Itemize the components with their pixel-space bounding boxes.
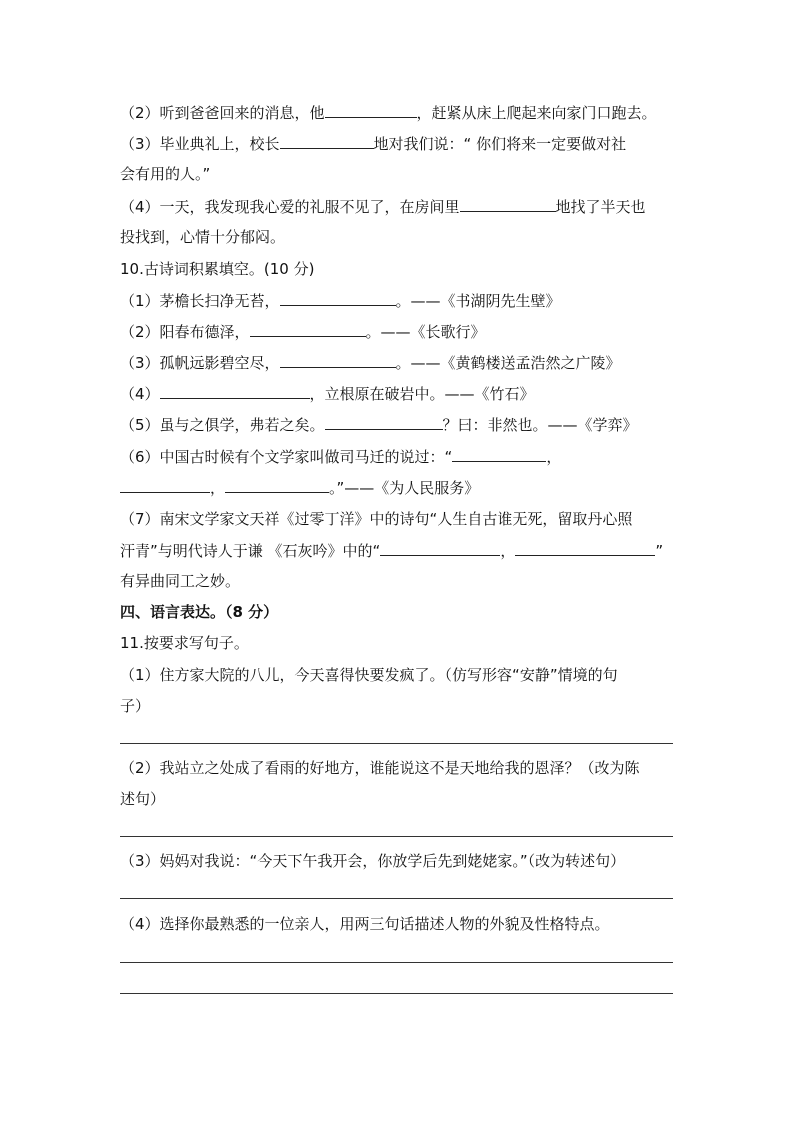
question-10-heading: 10.古诗词积累填空。(10 分) <box>120 260 315 278</box>
answer-blank[interactable] <box>515 539 655 556</box>
answer-blank[interactable] <box>325 413 443 430</box>
answer-blank[interactable] <box>380 539 500 556</box>
poem-1: （1）茅檐长扫净无苔， 。——《书湖阴先生壁》 <box>120 289 561 312</box>
question-11-heading: 11.按要求写句子。 <box>120 634 249 652</box>
section-4-heading: 四、语言表达。（8 分） <box>120 603 279 621</box>
answer-line[interactable] <box>120 743 673 744</box>
poem-7-cont: 汗青”与明代诗人于谦 《石灰吟》中的“ ， ” <box>120 539 663 562</box>
sentence-1-cont: 子） <box>120 697 151 715</box>
question-9-3: （3）毕业典礼上，校长 地对我们说：“ 你们将来一定要做对社 <box>120 132 626 155</box>
answer-blank[interactable] <box>280 289 396 306</box>
sentence-1: （1）住方家大院的八儿，今天喜得快要发疯了。（仿写形容“安静”情境的句 <box>120 666 618 684</box>
poem-4: （4） ，立根原在破岩中。——《竹石》 <box>120 382 535 405</box>
poem-6-cont: ， 。”——《为人民服务》 <box>120 476 479 499</box>
poem-5: （5）虽与之俱学，弗若之矣。 ？曰：非然也。——《学弈》 <box>120 413 638 436</box>
answer-line[interactable] <box>120 836 673 837</box>
poem-3: （3）孤帆远影碧空尽， 。——《黄鹤楼送孟浩然之广陵》 <box>120 351 621 374</box>
answer-line[interactable] <box>120 962 673 963</box>
sentence-2-cont: 述句） <box>120 790 166 808</box>
answer-blank[interactable] <box>120 476 210 493</box>
sentence-3: （3）妈妈对我说：“今天下午我开会，你放学后先到姥姥家。”（改为转述句） <box>120 852 626 870</box>
poem-7-end: 有异曲同工之妙。 <box>120 572 241 590</box>
answer-line[interactable] <box>120 993 673 994</box>
question-9-3-cont: 会有用的人。” <box>120 165 211 183</box>
answer-blank[interactable] <box>460 195 556 212</box>
poem-2: （2）阳春布德泽， 。——《长歌行》 <box>120 320 486 343</box>
sentence-4: （4）选择你最熟悉的一位亲人，用两三句话描述人物的外貌及性格特点。 <box>120 915 610 933</box>
answer-blank[interactable] <box>325 101 417 118</box>
answer-blank[interactable] <box>280 351 396 368</box>
answer-blank[interactable] <box>250 320 366 337</box>
answer-blank[interactable] <box>160 382 310 399</box>
answer-blank[interactable] <box>280 132 374 149</box>
question-9-4: （4）一天，我发现我心爱的礼服不见了，在房间里 地找了半天也 <box>120 195 646 218</box>
question-9-4-cont: 投找到，心情十分郁闷。 <box>120 228 286 246</box>
poem-7: （7）南宋文学家文天祥《过零丁洋》中的诗句“人生自古谁无死，留取丹心照 <box>120 510 633 528</box>
answer-blank[interactable] <box>225 476 329 493</box>
answer-blank[interactable] <box>452 445 546 462</box>
question-9-2: （2）听到爸爸回来的消息，他 ，赶紧从床上爬起来向家门口跑去。 <box>120 101 657 124</box>
poem-6: （6）中国古时候有个文学家叫做司马迁的说过：“ ， <box>120 445 561 468</box>
answer-line[interactable] <box>120 898 673 899</box>
sentence-2: （2）我站立之处成了看雨的好地方，谁能说这不是天地给我的恩泽？（改为陈 <box>120 759 640 777</box>
